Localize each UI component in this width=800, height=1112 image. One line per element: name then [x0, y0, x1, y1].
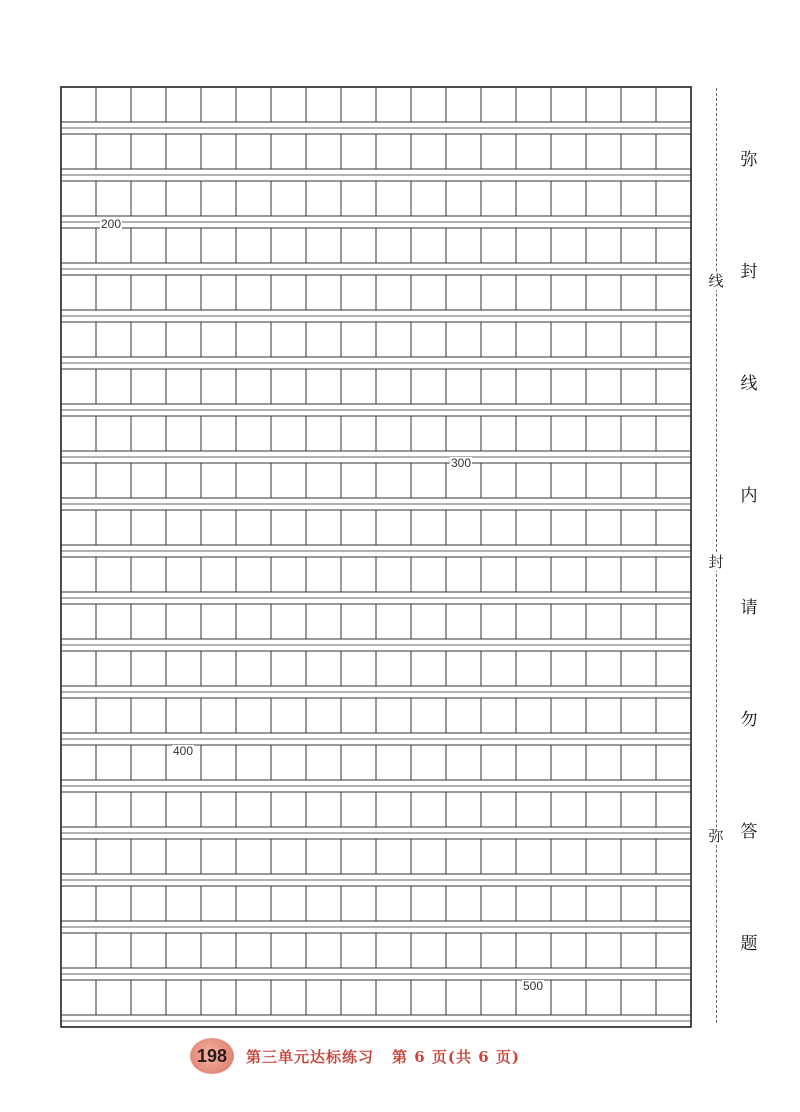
binding-label-xian: 线 [708, 272, 724, 290]
binding-label-mi: 弥 [708, 827, 724, 845]
page-number: 198 [196, 1045, 228, 1066]
notice-char: 弥 [740, 150, 758, 170]
page-footer [190, 1038, 520, 1074]
word-count-marker-300: 300 [451, 456, 472, 470]
page-info: 第 6 页(共 6 页) [392, 1047, 520, 1066]
notice-char: 线 [740, 374, 758, 394]
word-count-marker-500: 500 [523, 979, 544, 993]
word-count-marker-400: 400 [173, 744, 194, 758]
notice-char: 答 [740, 822, 758, 842]
notice-char: 题 [740, 934, 758, 954]
unit-title: 第三单元达标练习 [246, 1047, 375, 1066]
notice-char: 请 [740, 598, 758, 618]
notice-char: 勿 [740, 710, 758, 730]
binding-label-feng: 封 [708, 553, 724, 571]
word-count-marker-200: 200 [101, 217, 122, 231]
notice-char: 内 [740, 486, 758, 506]
binding-notice [735, 148, 763, 956]
notice-char: 封 [740, 262, 758, 282]
page-number-badge [190, 1038, 234, 1074]
